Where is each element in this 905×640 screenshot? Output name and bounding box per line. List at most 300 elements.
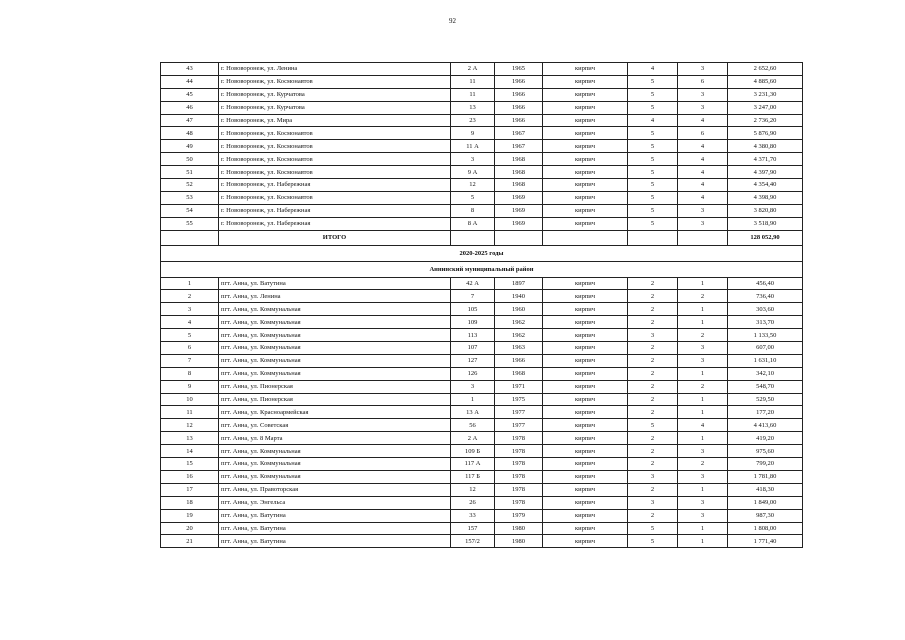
housing-register-table	[160, 62, 803, 548]
table-row	[161, 445, 803, 458]
row-number-cell: 4	[161, 316, 219, 329]
table-row	[161, 419, 803, 432]
table-row	[161, 75, 803, 88]
row-number-cell: 52	[161, 179, 219, 192]
address-cell: пгт. Анна, ул. Ватутина	[219, 535, 451, 548]
year-built-cell: 1963	[495, 342, 543, 355]
row-number-cell: 1	[161, 277, 219, 290]
row-number-cell: 18	[161, 496, 219, 509]
table-row	[161, 166, 803, 179]
house-number-cell: 2 А	[451, 63, 495, 76]
total-empty-cell	[451, 230, 495, 245]
year-built-cell: 1980	[495, 522, 543, 535]
entrances-cell: 4	[678, 140, 728, 153]
total-empty-cell	[543, 230, 628, 245]
address-cell: г. Нововоронеж, ул. Мира	[219, 114, 451, 127]
area-cell: 529,50	[728, 393, 803, 406]
house-number-cell: 3	[451, 380, 495, 393]
area-cell: 607,00	[728, 342, 803, 355]
total-row	[161, 230, 803, 245]
row-number-cell: 10	[161, 393, 219, 406]
area-cell: 799,20	[728, 458, 803, 471]
floors-cell: 2	[628, 354, 678, 367]
row-number-cell: 44	[161, 75, 219, 88]
floors-cell: 2	[628, 342, 678, 355]
wall-material-cell: кирпич	[543, 88, 628, 101]
floors-cell: 5	[628, 166, 678, 179]
address-cell: г. Нововоронеж, ул. Набережная	[219, 204, 451, 217]
period-heading: 2020-2025 годы	[161, 245, 803, 261]
floors-cell: 5	[628, 75, 678, 88]
table-row	[161, 380, 803, 393]
entrances-cell: 3	[678, 342, 728, 355]
table-row	[161, 406, 803, 419]
area-cell: 3 518,90	[728, 217, 803, 230]
wall-material-cell: кирпич	[543, 419, 628, 432]
page-number: 92	[449, 17, 456, 25]
row-number-cell: 14	[161, 445, 219, 458]
year-built-cell: 1969	[495, 204, 543, 217]
area-cell: 4 885,60	[728, 75, 803, 88]
wall-material-cell: кирпич	[543, 496, 628, 509]
entrances-cell: 1	[678, 303, 728, 316]
table-row	[161, 342, 803, 355]
table-row	[161, 367, 803, 380]
house-number-cell: 26	[451, 496, 495, 509]
area-cell: 313,70	[728, 316, 803, 329]
table-row	[161, 217, 803, 230]
wall-material-cell: кирпич	[543, 217, 628, 230]
row-number-cell: 2	[161, 290, 219, 303]
table-row	[161, 393, 803, 406]
wall-material-cell: кирпич	[543, 380, 628, 393]
floors-cell: 2	[628, 509, 678, 522]
floors-cell: 5	[628, 217, 678, 230]
entrances-cell: 2	[678, 380, 728, 393]
wall-material-cell: кирпич	[543, 316, 628, 329]
entrances-cell: 1	[678, 535, 728, 548]
table-body-part2	[161, 277, 803, 548]
area-cell: 4 380,80	[728, 140, 803, 153]
area-cell: 342,10	[728, 367, 803, 380]
year-built-cell: 1966	[495, 354, 543, 367]
area-cell: 419,20	[728, 432, 803, 445]
area-cell: 4 397,90	[728, 166, 803, 179]
floors-cell: 2	[628, 290, 678, 303]
row-number-cell: 8	[161, 367, 219, 380]
entrances-cell: 1	[678, 316, 728, 329]
area-cell: 303,60	[728, 303, 803, 316]
area-cell: 1 771,40	[728, 535, 803, 548]
entrances-cell: 1	[678, 406, 728, 419]
entrances-cell: 2	[678, 458, 728, 471]
entrances-cell: 4	[678, 191, 728, 204]
entrances-cell: 3	[678, 496, 728, 509]
house-number-cell: 109	[451, 316, 495, 329]
entrances-cell: 1	[678, 393, 728, 406]
address-cell: г. Нововоронеж, ул. Курчатова	[219, 88, 451, 101]
address-cell: пгт. Анна, ул. Правоторская	[219, 483, 451, 496]
floors-cell: 2	[628, 432, 678, 445]
area-cell: 3 231,30	[728, 88, 803, 101]
year-built-cell: 1966	[495, 114, 543, 127]
row-number-cell: 46	[161, 101, 219, 114]
table-row	[161, 496, 803, 509]
entrances-cell: 3	[678, 63, 728, 76]
wall-material-cell: кирпич	[543, 367, 628, 380]
house-number-cell: 11	[451, 88, 495, 101]
entrances-cell: 4	[678, 114, 728, 127]
total-num-cell	[161, 230, 219, 245]
area-cell: 736,40	[728, 290, 803, 303]
wall-material-cell: кирпич	[543, 458, 628, 471]
table-row	[161, 63, 803, 76]
wall-material-cell: кирпич	[543, 166, 628, 179]
house-number-cell: 11 А	[451, 140, 495, 153]
house-number-cell: 56	[451, 419, 495, 432]
year-built-cell: 1966	[495, 88, 543, 101]
area-cell: 4 354,40	[728, 179, 803, 192]
wall-material-cell: кирпич	[543, 114, 628, 127]
address-cell: пгт. Анна, ул. Ватутина	[219, 509, 451, 522]
table-row	[161, 290, 803, 303]
address-cell: г. Нововоронеж, ул. Космонавтов	[219, 191, 451, 204]
row-number-cell: 13	[161, 432, 219, 445]
area-cell: 1 808,00	[728, 522, 803, 535]
table-row	[161, 277, 803, 290]
year-built-cell: 1966	[495, 75, 543, 88]
entrances-cell: 3	[678, 217, 728, 230]
floors-cell: 4	[628, 63, 678, 76]
address-cell: г. Нововоронеж, ул. Набережная	[219, 217, 451, 230]
row-number-cell: 16	[161, 470, 219, 483]
row-number-cell: 6	[161, 342, 219, 355]
period-heading-row	[161, 245, 803, 261]
house-number-cell: 13 А	[451, 406, 495, 419]
area-cell: 1 133,50	[728, 329, 803, 342]
house-number-cell: 23	[451, 114, 495, 127]
row-number-cell: 15	[161, 458, 219, 471]
wall-material-cell: кирпич	[543, 406, 628, 419]
floors-cell: 2	[628, 367, 678, 380]
house-number-cell: 126	[451, 367, 495, 380]
address-cell: пгт. Анна, ул. Энгельса	[219, 496, 451, 509]
wall-material-cell: кирпич	[543, 342, 628, 355]
house-number-cell: 5	[451, 191, 495, 204]
floors-cell: 5	[628, 88, 678, 101]
entrances-cell: 1	[678, 277, 728, 290]
floors-cell: 2	[628, 303, 678, 316]
address-cell: г. Нововоронеж, ул. Курчатова	[219, 101, 451, 114]
area-cell: 456,40	[728, 277, 803, 290]
floors-cell: 5	[628, 535, 678, 548]
house-number-cell: 113	[451, 329, 495, 342]
floors-cell: 2	[628, 393, 678, 406]
row-number-cell: 45	[161, 88, 219, 101]
floors-cell: 5	[628, 153, 678, 166]
floors-cell: 5	[628, 419, 678, 432]
area-cell: 975,60	[728, 445, 803, 458]
address-cell: пгт. Анна, ул. Коммунальная	[219, 342, 451, 355]
floors-cell: 5	[628, 179, 678, 192]
house-number-cell: 13	[451, 101, 495, 114]
table-row	[161, 470, 803, 483]
year-built-cell: 1966	[495, 101, 543, 114]
house-number-cell: 7	[451, 290, 495, 303]
year-built-cell: 1940	[495, 290, 543, 303]
address-cell: пгт. Анна, ул. Коммунальная	[219, 354, 451, 367]
area-cell: 548,70	[728, 380, 803, 393]
entrances-cell: 3	[678, 509, 728, 522]
house-number-cell: 8	[451, 204, 495, 217]
floors-cell: 5	[628, 522, 678, 535]
row-number-cell: 11	[161, 406, 219, 419]
table-row	[161, 483, 803, 496]
entrances-cell: 2	[678, 290, 728, 303]
row-number-cell: 53	[161, 191, 219, 204]
year-built-cell: 1967	[495, 140, 543, 153]
table-row	[161, 432, 803, 445]
house-number-cell: 127	[451, 354, 495, 367]
area-cell: 177,20	[728, 406, 803, 419]
table-body-part1	[161, 63, 803, 231]
area-cell: 3 820,80	[728, 204, 803, 217]
house-number-cell: 2 А	[451, 432, 495, 445]
entrances-cell: 2	[678, 329, 728, 342]
house-number-cell: 11	[451, 75, 495, 88]
entrances-cell: 3	[678, 88, 728, 101]
address-cell: пгт. Анна, ул. Коммунальная	[219, 367, 451, 380]
house-number-cell: 117 Б	[451, 470, 495, 483]
district-heading: Аннинский муниципальный район	[161, 261, 803, 277]
house-number-cell: 157	[451, 522, 495, 535]
house-number-cell: 33	[451, 509, 495, 522]
wall-material-cell: кирпич	[543, 303, 628, 316]
house-number-cell: 8 А	[451, 217, 495, 230]
entrances-cell: 1	[678, 483, 728, 496]
wall-material-cell: кирпич	[543, 432, 628, 445]
wall-material-cell: кирпич	[543, 179, 628, 192]
address-cell: пгт. Анна, ул. Коммунальная	[219, 329, 451, 342]
total-label: ИТОГО	[219, 230, 451, 245]
year-built-cell: 1978	[495, 458, 543, 471]
floors-cell: 4	[628, 114, 678, 127]
row-number-cell: 12	[161, 419, 219, 432]
wall-material-cell: кирпич	[543, 393, 628, 406]
floors-cell: 5	[628, 191, 678, 204]
wall-material-cell: кирпич	[543, 290, 628, 303]
table-row	[161, 354, 803, 367]
year-built-cell: 1978	[495, 445, 543, 458]
house-number-cell: 109 Б	[451, 445, 495, 458]
house-number-cell: 12	[451, 483, 495, 496]
table-row	[161, 509, 803, 522]
table-row	[161, 127, 803, 140]
year-built-cell: 1980	[495, 535, 543, 548]
address-cell: г. Нововоронеж, ул. Космонавтов	[219, 140, 451, 153]
floors-cell: 5	[628, 204, 678, 217]
row-number-cell: 9	[161, 380, 219, 393]
house-number-cell: 107	[451, 342, 495, 355]
address-cell: пгт. Анна, ул. Ватутина	[219, 277, 451, 290]
table-row	[161, 204, 803, 217]
address-cell: г. Нововоронеж, ул. Космонавтов	[219, 153, 451, 166]
area-cell: 2 736,20	[728, 114, 803, 127]
row-number-cell: 47	[161, 114, 219, 127]
wall-material-cell: кирпич	[543, 101, 628, 114]
floors-cell: 5	[628, 127, 678, 140]
house-number-cell: 105	[451, 303, 495, 316]
floors-cell: 2	[628, 277, 678, 290]
year-built-cell: 1978	[495, 496, 543, 509]
address-cell: пгт. Анна, ул. Коммунальная	[219, 316, 451, 329]
entrances-cell: 6	[678, 127, 728, 140]
area-cell: 1 781,80	[728, 470, 803, 483]
address-cell: пгт. Анна, ул. Пионерская	[219, 393, 451, 406]
address-cell: г. Нововоронеж, ул. Ленина	[219, 63, 451, 76]
total-empty-cell	[495, 230, 543, 245]
row-number-cell: 20	[161, 522, 219, 535]
address-cell: пгт. Анна, ул. Коммунальная	[219, 470, 451, 483]
table-row	[161, 316, 803, 329]
wall-material-cell: кирпич	[543, 483, 628, 496]
table-row	[161, 303, 803, 316]
row-number-cell: 3	[161, 303, 219, 316]
table-row	[161, 114, 803, 127]
address-cell: пгт. Анна, ул. Коммунальная	[219, 458, 451, 471]
floors-cell: 3	[628, 496, 678, 509]
year-built-cell: 1967	[495, 127, 543, 140]
address-cell: пгт. Анна, ул. Советская	[219, 419, 451, 432]
year-built-cell: 1962	[495, 316, 543, 329]
table-row	[161, 522, 803, 535]
entrances-cell: 1	[678, 367, 728, 380]
total-empty-cell	[678, 230, 728, 245]
floors-cell: 2	[628, 316, 678, 329]
floors-cell: 3	[628, 470, 678, 483]
entrances-cell: 6	[678, 75, 728, 88]
table-row	[161, 191, 803, 204]
entrances-cell: 4	[678, 166, 728, 179]
wall-material-cell: кирпич	[543, 153, 628, 166]
wall-material-cell: кирпич	[543, 191, 628, 204]
address-cell: г. Нововоронеж, ул. Космонавтов	[219, 166, 451, 179]
year-built-cell: 1962	[495, 329, 543, 342]
year-built-cell: 1968	[495, 179, 543, 192]
year-built-cell: 1965	[495, 63, 543, 76]
area-cell: 2 652,60	[728, 63, 803, 76]
year-built-cell: 1968	[495, 153, 543, 166]
address-cell: пгт. Анна, ул. 8 Марта	[219, 432, 451, 445]
row-number-cell: 49	[161, 140, 219, 153]
wall-material-cell: кирпич	[543, 75, 628, 88]
row-number-cell: 48	[161, 127, 219, 140]
entrances-cell: 4	[678, 419, 728, 432]
year-built-cell: 1978	[495, 470, 543, 483]
district-heading-row	[161, 261, 803, 277]
address-cell: г. Нововоронеж, ул. Космонавтов	[219, 127, 451, 140]
row-number-cell: 43	[161, 63, 219, 76]
floors-cell: 5	[628, 140, 678, 153]
address-cell: пгт. Анна, ул. Пионерская	[219, 380, 451, 393]
year-built-cell: 1897	[495, 277, 543, 290]
row-number-cell: 55	[161, 217, 219, 230]
row-number-cell: 50	[161, 153, 219, 166]
entrances-cell: 1	[678, 522, 728, 535]
entrances-cell: 4	[678, 153, 728, 166]
house-number-cell: 117 А	[451, 458, 495, 471]
table-row	[161, 153, 803, 166]
year-built-cell: 1977	[495, 419, 543, 432]
row-number-cell: 54	[161, 204, 219, 217]
row-number-cell: 19	[161, 509, 219, 522]
area-cell: 4 413,60	[728, 419, 803, 432]
address-cell: г. Нововоронеж, ул. Космонавтов	[219, 75, 451, 88]
floors-cell: 2	[628, 406, 678, 419]
wall-material-cell: кирпич	[543, 354, 628, 367]
entrances-cell: 1	[678, 432, 728, 445]
wall-material-cell: кирпич	[543, 277, 628, 290]
year-built-cell: 1968	[495, 166, 543, 179]
area-cell: 1 849,00	[728, 496, 803, 509]
row-number-cell: 51	[161, 166, 219, 179]
year-built-cell: 1979	[495, 509, 543, 522]
house-number-cell: 42 А	[451, 277, 495, 290]
area-cell: 4 371,70	[728, 153, 803, 166]
house-number-cell: 9 А	[451, 166, 495, 179]
address-cell: пгт. Анна, ул. Ватутина	[219, 522, 451, 535]
year-built-cell: 1977	[495, 406, 543, 419]
entrances-cell: 3	[678, 204, 728, 217]
row-number-cell: 21	[161, 535, 219, 548]
address-cell: г. Нововоронеж, ул. Набережная	[219, 179, 451, 192]
address-cell: пгт. Анна, ул. Красноармейская	[219, 406, 451, 419]
wall-material-cell: кирпич	[543, 63, 628, 76]
floors-cell: 2	[628, 483, 678, 496]
year-built-cell: 1975	[495, 393, 543, 406]
total-empty-cell	[628, 230, 678, 245]
entrances-cell: 3	[678, 354, 728, 367]
area-cell: 4 398,90	[728, 191, 803, 204]
total-value: 128 052,90	[728, 230, 803, 245]
wall-material-cell: кирпич	[543, 127, 628, 140]
row-number-cell: 17	[161, 483, 219, 496]
table-row	[161, 458, 803, 471]
floors-cell: 3	[628, 329, 678, 342]
house-number-cell: 3	[451, 153, 495, 166]
house-number-cell: 1	[451, 393, 495, 406]
area-cell: 987,30	[728, 509, 803, 522]
wall-material-cell: кирпич	[543, 445, 628, 458]
table-row	[161, 179, 803, 192]
year-built-cell: 1978	[495, 483, 543, 496]
area-cell: 3 247,00	[728, 101, 803, 114]
house-number-cell: 12	[451, 179, 495, 192]
wall-material-cell: кирпич	[543, 522, 628, 535]
floors-cell: 5	[628, 101, 678, 114]
table-row	[161, 140, 803, 153]
area-cell: 1 631,10	[728, 354, 803, 367]
address-cell: пгт. Анна, ул. Коммунальная	[219, 445, 451, 458]
table-row	[161, 535, 803, 548]
area-cell: 418,30	[728, 483, 803, 496]
floors-cell: 2	[628, 458, 678, 471]
table-row	[161, 101, 803, 114]
entrances-cell: 3	[678, 445, 728, 458]
total-section	[161, 230, 803, 277]
wall-material-cell: кирпич	[543, 535, 628, 548]
area-cell: 5 876,90	[728, 127, 803, 140]
